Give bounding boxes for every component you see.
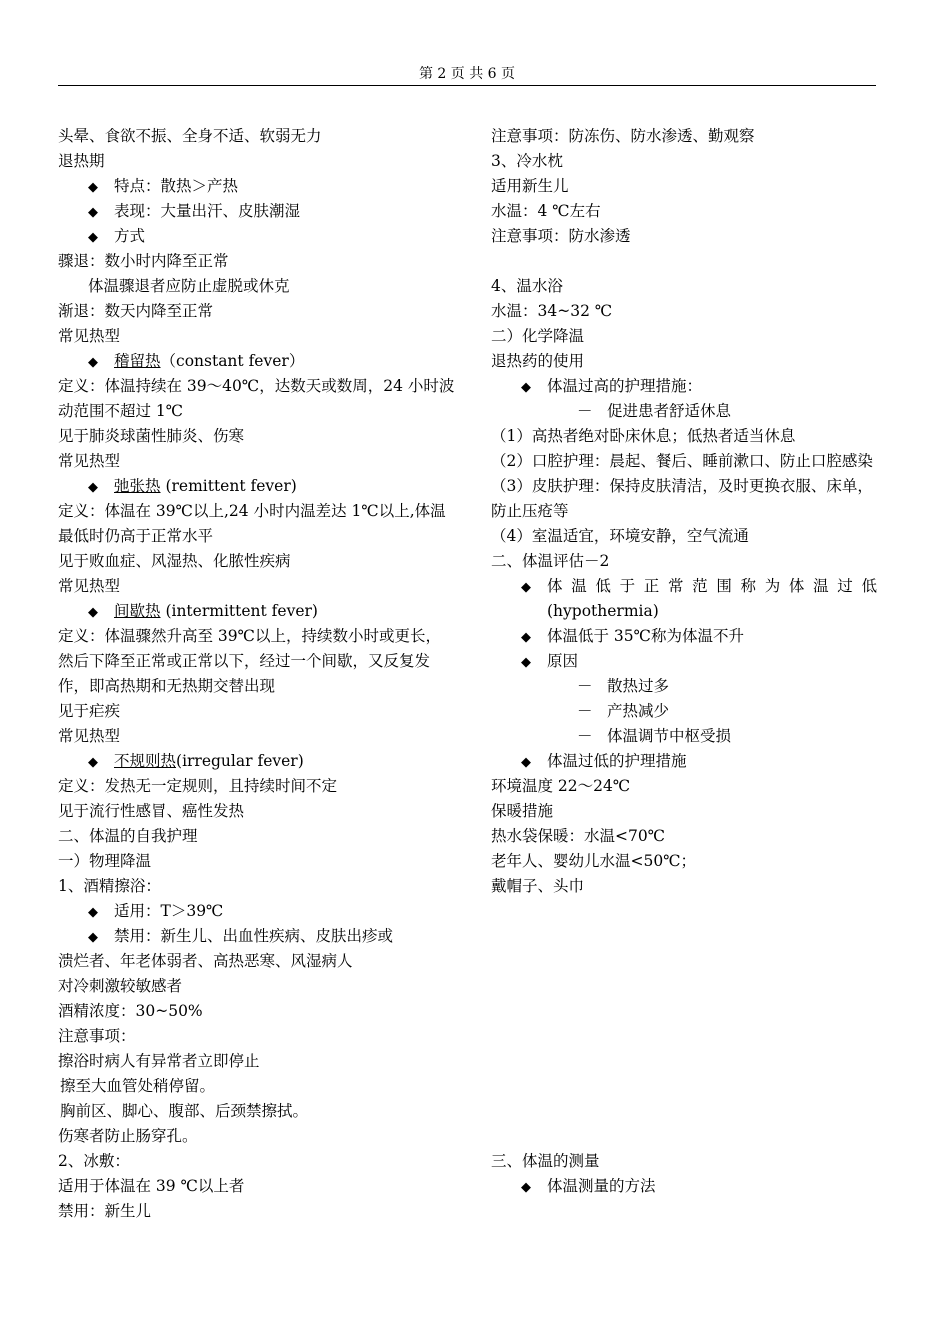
text-line: 注意事项：防冻伤、防水渗透、勤观察 <box>491 127 755 145</box>
dash-icon: － <box>577 702 593 720</box>
text-line: 注意事项：防水渗透 <box>491 227 631 245</box>
blank-line <box>491 1049 877 1074</box>
text-line: 见于流行性感冒、癌性发热 <box>58 802 245 820</box>
text-line: 然后下降至正常或正常以下，经过一个间歇，又反复发 <box>58 652 431 670</box>
bullet-item: ◆ 适用：T＞39℃ <box>58 899 458 924</box>
text-line: 2、冰敷： <box>58 1152 130 1170</box>
left-column <box>58 124 458 1224</box>
blank-line <box>491 924 877 949</box>
text-line: 对冷刺激较敏感者 <box>58 977 183 995</box>
text-line: 定义：体温持续在 39～40℃，达数天或数周，24 小时波 <box>58 377 455 395</box>
text-line: 常见热型 <box>58 327 121 345</box>
fever-type-term: 不规则热 <box>114 752 177 770</box>
blank-line <box>491 249 877 274</box>
text-line: 伤寒者防止肠穿孔。 <box>58 1127 198 1145</box>
text-line: 适用于体温在 39 ℃以上者 <box>58 1177 245 1195</box>
bullet-item: ◆ 体温低于正常范围称为体温过低 <box>491 574 877 599</box>
bullet-item: ◆ 间歇热 (intermittent fever) <box>58 599 458 624</box>
sub-bullet-item: － 散热过多 <box>491 674 877 699</box>
text-line: 环境温度 22～24℃ <box>491 777 631 795</box>
text-line: 定义：发热无一定规则，且持续时间不定 <box>58 777 338 795</box>
diamond-icon: ◆ <box>521 630 531 645</box>
text-line: 酒精浓度：30~50% <box>58 1002 203 1020</box>
text-line: 防止压疮等 <box>491 502 569 520</box>
text-line: 作，即高热期和无热期交替出现 <box>58 677 276 695</box>
section-heading: 三、体温的测量 <box>491 1152 600 1170</box>
bullet-item: ◆ 特点：散热＞产热 <box>58 174 458 199</box>
bullet-item: ◆ 方式 <box>58 224 458 249</box>
diamond-icon: ◆ <box>88 230 98 245</box>
bullet-item: ◆ 体温测量的方法 <box>491 1174 877 1199</box>
fever-type-term: 弛张热 <box>114 477 161 495</box>
diamond-icon: ◆ <box>521 755 531 770</box>
subsection-heading: 二）化学降温 <box>491 327 585 345</box>
blank-line <box>491 1074 877 1099</box>
text-line: 戴帽子、头巾 <box>491 877 585 895</box>
blank-line <box>491 1099 877 1124</box>
text-line: 禁用：新生儿 <box>58 1202 152 1220</box>
diamond-icon: ◆ <box>88 205 98 220</box>
text-line: 退热药的使用 <box>491 352 585 370</box>
bullet-item: ◆ 不规则热(irregular fever) <box>58 749 458 774</box>
text-line: 胸前区、脚心、腹部、后颈禁擦拭。 <box>60 1102 309 1120</box>
dash-icon: － <box>577 677 593 695</box>
text-line: 骤退：数小时内降至正常 <box>58 252 229 270</box>
text-line: 擦至大血管处稍停留。 <box>60 1077 216 1095</box>
text-line: 3、冷水枕 <box>491 152 563 170</box>
bullet-item: ◆ 禁用：新生儿、出血性疾病、皮肤出疹或 <box>58 924 458 949</box>
text-line: （4）室温适宜，环境安静，空气流通 <box>491 527 749 545</box>
section-heading: 二、体温评估－2 <box>491 552 610 570</box>
text-line: 最低时仍高于正常水平 <box>58 527 214 545</box>
text-line: 保暖措施 <box>491 802 554 820</box>
right-column <box>491 124 877 1199</box>
bullet-item: ◆ 体温过低的护理措施 <box>491 749 877 774</box>
bullet-item: ◆ 稽留热（constant fever） <box>58 349 458 374</box>
diamond-icon: ◆ <box>521 655 531 670</box>
diamond-icon: ◆ <box>521 380 531 395</box>
text-line: 常见热型 <box>58 727 121 745</box>
text-line: 1、酒精擦浴： <box>58 877 161 895</box>
diamond-icon: ◆ <box>521 1180 531 1195</box>
bullet-item: ◆ 原因 <box>491 649 877 674</box>
dash-icon: － <box>577 402 593 420</box>
text-line: 常见热型 <box>58 452 121 470</box>
page-header: 第 2 页 共 6 页 <box>58 64 876 86</box>
text-line: 4、温水浴 <box>491 277 563 295</box>
diamond-icon: ◆ <box>88 355 98 370</box>
text-line: （2）口腔护理：晨起、餐后、睡前漱口、防止口腔感染 <box>491 452 873 470</box>
section-heading: 二、体温的自我护理 <box>58 827 198 845</box>
text-line: 水温：4 ℃左右 <box>491 202 601 220</box>
text-line: 定义：体温在 39℃以上,24 小时内温差达 1℃以上,体温 <box>58 502 446 520</box>
sub-bullet-item: － 促进患者舒适休息 <box>491 399 877 424</box>
subsection-heading: 一）物理降温 <box>58 852 152 870</box>
bullet-item: ◆ 弛张热 (remittent fever) <box>58 474 458 499</box>
text-line: 见于疟疾 <box>58 702 121 720</box>
text-line: 见于败血症、风湿热、化脓性疾病 <box>58 552 291 570</box>
text-line: 退热期 <box>58 152 105 170</box>
sub-bullet-item: － 产热减少 <box>491 699 877 724</box>
diamond-icon: ◆ <box>88 755 98 770</box>
text-line: 水温：34~32 ℃ <box>491 302 613 320</box>
blank-line <box>491 949 877 974</box>
text-line: 适用新生儿 <box>491 177 569 195</box>
blank-line <box>491 999 877 1024</box>
diamond-icon: ◆ <box>88 905 98 920</box>
diamond-icon: ◆ <box>521 580 531 595</box>
text-line: 老年人、婴幼儿水温<50℃； <box>491 852 697 870</box>
dash-icon: － <box>577 727 593 745</box>
bullet-item: ◆ 体温低于 35℃称为体温不升 <box>491 624 877 649</box>
text-line: (hypothermia) <box>547 602 659 620</box>
text-line: 见于肺炎球菌性肺炎、伤寒 <box>58 427 245 445</box>
blank-line <box>491 899 877 924</box>
text-line: 定义：体温骤然升高至 39℃以上，持续数小时或更长， <box>58 627 441 645</box>
text-line: （3）皮肤护理：保持皮肤清洁，及时更换衣服、床单， <box>491 477 873 495</box>
bullet-item: ◆ 表现：大量出汗、皮肤潮湿 <box>58 199 458 224</box>
text-line: 擦浴时病人有异常者立即停止 <box>58 1052 260 1070</box>
text-line: 头晕、食欲不振、全身不适、软弱无力 <box>58 127 322 145</box>
diamond-icon: ◆ <box>88 605 98 620</box>
text-line: （1）高热者绝对卧床休息；低热者适当休息 <box>491 427 796 445</box>
text-line: 溃烂者、年老体弱者、高热恶寒、风湿病人 <box>58 952 353 970</box>
diamond-icon: ◆ <box>88 180 98 195</box>
text-line: 动范围不超过 1℃ <box>58 402 184 420</box>
text-line: 热水袋保暖：水温<70℃ <box>491 827 666 845</box>
blank-line <box>491 974 877 999</box>
bullet-item: ◆ 体温过高的护理措施： <box>491 374 877 399</box>
diamond-icon: ◆ <box>88 930 98 945</box>
blank-line <box>491 1024 877 1049</box>
text-line: 渐退：数天内降至正常 <box>58 302 214 320</box>
sub-bullet-item: － 体温调节中枢受损 <box>491 724 877 749</box>
diamond-icon: ◆ <box>88 480 98 495</box>
fever-type-term: 间歇热 <box>114 602 161 620</box>
text-line: 体温骤退者应防止虚脱或休克 <box>88 277 290 295</box>
text-line: 常见热型 <box>58 577 121 595</box>
text-line: 注意事项： <box>58 1027 136 1045</box>
blank-line <box>491 1124 877 1149</box>
fever-type-term: 稽留热 <box>114 352 161 370</box>
